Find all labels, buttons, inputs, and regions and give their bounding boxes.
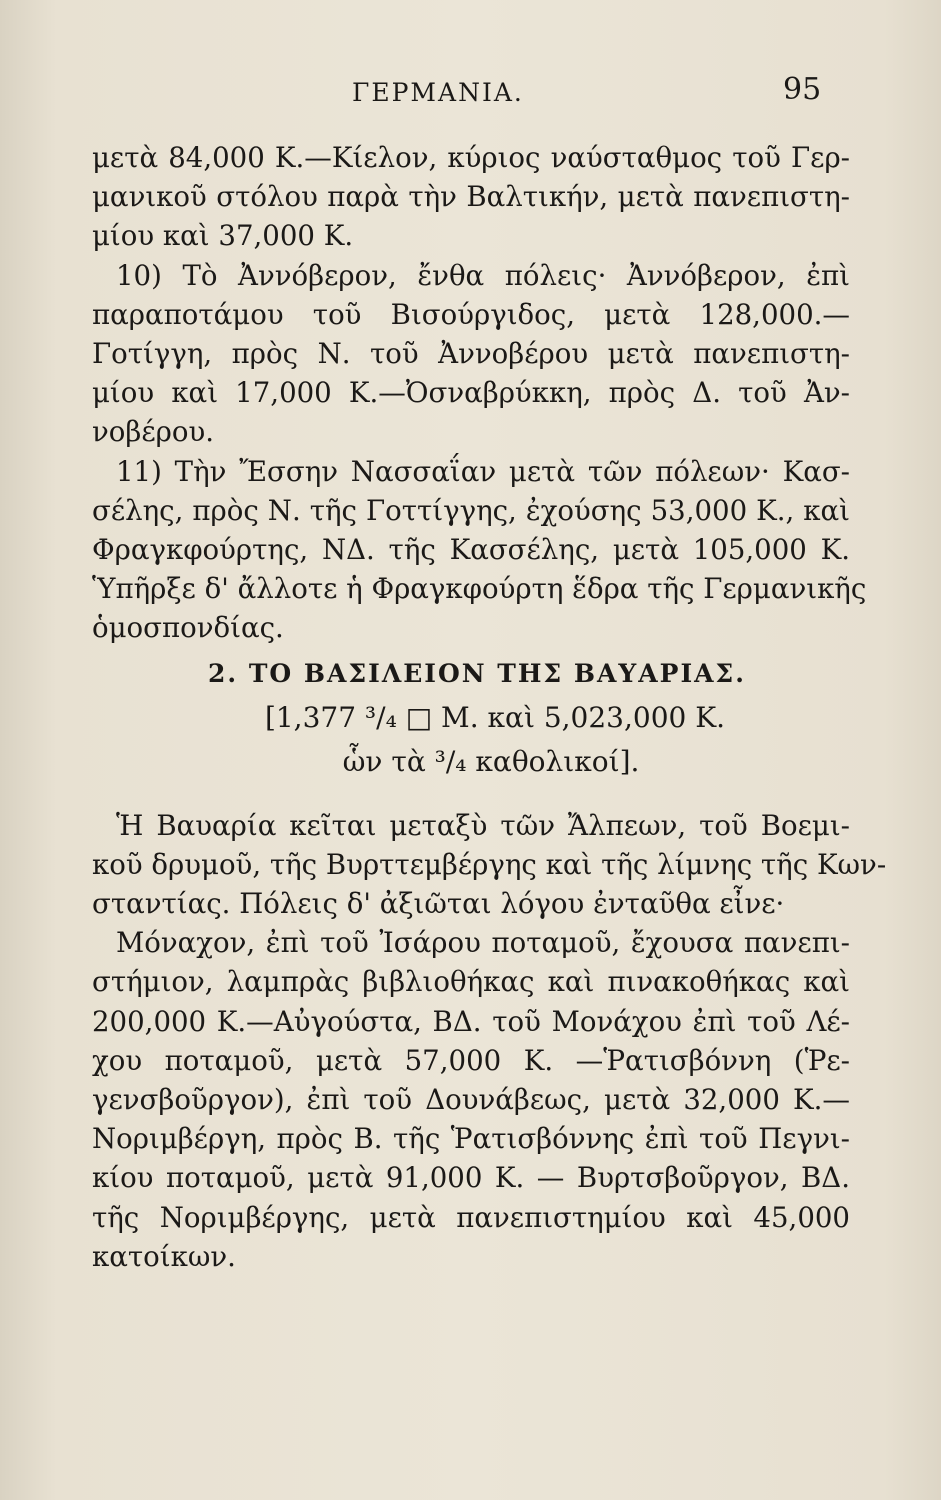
paragraph-bavaria (92, 806, 887, 924)
text-line: στήμιον, λαμπρὰς βιβλιοθήκας καὶ πινακοθήκας καὶ (92, 965, 850, 999)
catholics-line: ὧν τὰ ³/₄ καθολικοί]. (342, 744, 640, 778)
paragraph-bavarian-cities (92, 923, 850, 1276)
text-line: Γοτίγγη, πρὸς Ν. τοῦ Ἀννοβέρου μετὰ πανεπιστη- (92, 337, 850, 371)
text-line: μίου καὶ 37,000 Κ. (92, 219, 354, 253)
text-line: τῆς Νοριμβέργης, μετὰ πανεπιστημίου καὶ 45,000 (92, 1200, 850, 1234)
text-line: νοβέρου. (92, 415, 215, 449)
text-line: χου ποταμοῦ, μετὰ 57,000 Κ. —Ῥατισβόννη (Ῥε- (92, 1043, 850, 1077)
page-number: 95 (783, 72, 822, 107)
text-line: ὁμοσπονδίας. (92, 611, 284, 645)
text-line: Νοριμβέργη, πρὸς Β. τῆς Ῥατισβόννης ἐπὶ τοῦ Πεγνι- (92, 1122, 850, 1156)
text-line: Φραγκφούρτης, ΝΔ. τῆς Κασσέλης, μετὰ 105,000 Κ. (92, 533, 850, 567)
running-title: ΓΕΡΜΑΝΙΑ. (352, 78, 524, 107)
text-line: παραποτάμου τοῦ Βισούργιδος, μετὰ 128,000.— (92, 297, 850, 331)
text-line: γενσβοῦργον), ἐπὶ τοῦ Δουνάβεως, μετὰ 32,000 Κ.— (92, 1083, 850, 1117)
text-line: κίου ποταμοῦ, μετὰ 91,000 Κ. — Βυρτσβοῦργον, ΒΔ. (92, 1161, 850, 1195)
paragraph-hesse-nassau (92, 452, 867, 648)
text-line: μανικοῦ στόλου παρὰ τὴν Βαλτικήν, μετὰ πανεπιστη- (92, 180, 850, 214)
text-line: σταντίας. Πόλεις δ' ἀξιῶται λόγου ἐνταῦθα εἶνε· (92, 887, 785, 921)
page-header (0, 72, 941, 118)
text-line: μίου καὶ 17,000 Κ.—Ὀσναβρύκκη, πρὸς Δ. τοῦ Ἀν- (92, 376, 850, 410)
text-line: σέλης, πρὸς Ν. τῆς Γοττίγγης, ἐχούσης 53,000 Κ., καὶ (92, 493, 850, 527)
text-line: κοῦ δρυμοῦ, τῆς Βυρττεμβέργης καὶ τῆς λίμνης τῆς Κων- (92, 847, 887, 881)
text-line: Ἡ Βαυαρία κεῖται μεταξὺ τῶν Ἄλπεων, τοῦ Βοεμι- (116, 808, 850, 842)
text-line: 200,000 Κ.—Αὐγούστα, ΒΔ. τοῦ Μονάχου ἐπὶ τοῦ Λέ- (92, 1004, 850, 1038)
section-heading: 2. ΤΟ ΒΑΣΙΛΕΙΟΝ ΤΗΣ ΒΑΥΑΡΙΑΣ. (208, 658, 746, 688)
text-line: Μόναχον, ἐπὶ τοῦ Ἰσάρου ποταμοῦ, ἔχουσα πανεπι- (116, 926, 850, 960)
text-line: 11) Τὴν Ἔσσην Νασσαΐαν μετὰ τῶν πόλεων· Κασ- (116, 454, 850, 488)
text-line: κατοίκων. (92, 1239, 236, 1273)
area-population-line: [1,377 ³/₄ □ Μ. καὶ 5,023,000 Κ. (264, 700, 726, 734)
page-body (92, 138, 887, 1276)
text-line: Ὑπῆρξε δ' ἄλλοτε ἡ Φραγκφούρτη ἕδρα τῆς Γερμανικῆς (92, 572, 867, 606)
text-line: μετὰ 84,000 Κ.—Κίελον, κύριος ναύσταθμος τοῦ Γερ- (92, 141, 850, 174)
text-line: 10) Τὸ Ἀννόβερον, ἔνθα πόλεις· Ἀννόβερον, ἐπὶ (116, 258, 850, 292)
paragraph-kiel (92, 138, 850, 256)
paragraph-hanover (92, 256, 850, 452)
